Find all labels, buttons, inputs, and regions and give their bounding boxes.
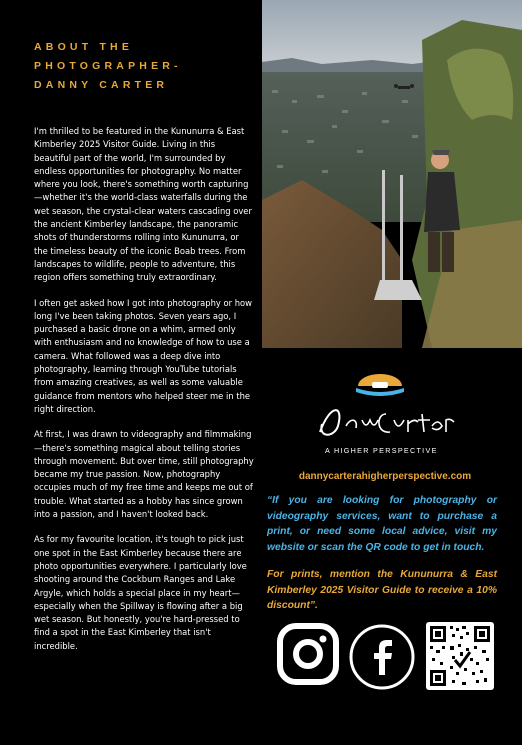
logo-tagline: A HIGHER PERSPECTIVE <box>325 446 438 455</box>
instagram-icon[interactable] <box>276 622 340 686</box>
heading-line: PHOTOGRAPHER- <box>34 60 182 72</box>
article-body <box>34 125 254 653</box>
article-paragraph: I'm thrilled to be featured in the Kununurra & East Kimberley 2025 Visitor Guide. Living in this beautiful part of the world, I'm surrounded by endless opportunities for photography. No matter where you look, there's something worth capturing—whether it's the world-class waterfalls during the wet season, the crystal-clear waters cascading over the ancient Kimberley landscape, the panoramic shots of thunderstorms rolling into Kununurra, or the timeless beauty of the iconic Boab trees. From landscapes to wildlife, people to adventure, this region offers something truly extraordinary. <box>34 126 252 283</box>
article-heading <box>34 38 254 95</box>
discount-note: For prints, mention the Kununurra & East Kimberley 2025 Visitor Guide to receive a 10% discount”. <box>267 569 497 611</box>
heading-line: DANNY CARTER <box>34 79 169 91</box>
article-column <box>34 38 254 665</box>
heading-line: ABOUT THE <box>34 41 134 53</box>
photographer-photo <box>262 0 522 348</box>
article-paragraph: I often get asked how I got into photography or how long I've been taking photos. Seven years ago, I purchased a basic drone on a whim, armed only with enthusiasm and no knowledge of how to use a camera. What followed was a deep dive into photography, learning through YouTube tutorials from amazing creatives, as well as some valuable guidance from mentors who helped steer me in the right direction. <box>34 297 253 414</box>
article-paragraph: At first, I was drawn to videography and filmmaking—there's something magical about telling stories through movement. But over time, still photography became my true passion. Now, photography occupies much of my free time and keeps me out of trouble. What started as a hobby has since grown into a passion, and I haven't looked back. <box>34 429 254 520</box>
article-paragraph: As for my favourite location, it's tough to pick just one spot in the East Kimberley because there are photo opportunities everywhere. I particularly love shooting around the Cockburn Ranges and Lake Argyle, which holds a special place in my heart—especially when the Spillway is flowing after a big wet season. But honestly, you're hard-pressed to find a spot in the East Kimberley that isn't incredible. <box>34 534 247 651</box>
contact-quote: “If you are looking for photography or videography services, want to purchase a print, or need some local advice, visit my website or scan the QR code to get in touch. <box>267 495 497 553</box>
qr-code[interactable] <box>426 622 494 690</box>
facebook-icon[interactable] <box>348 623 416 691</box>
website-link[interactable]: dannycarterahigherperspective.com <box>298 471 472 482</box>
danny-carter-logo <box>300 374 460 454</box>
